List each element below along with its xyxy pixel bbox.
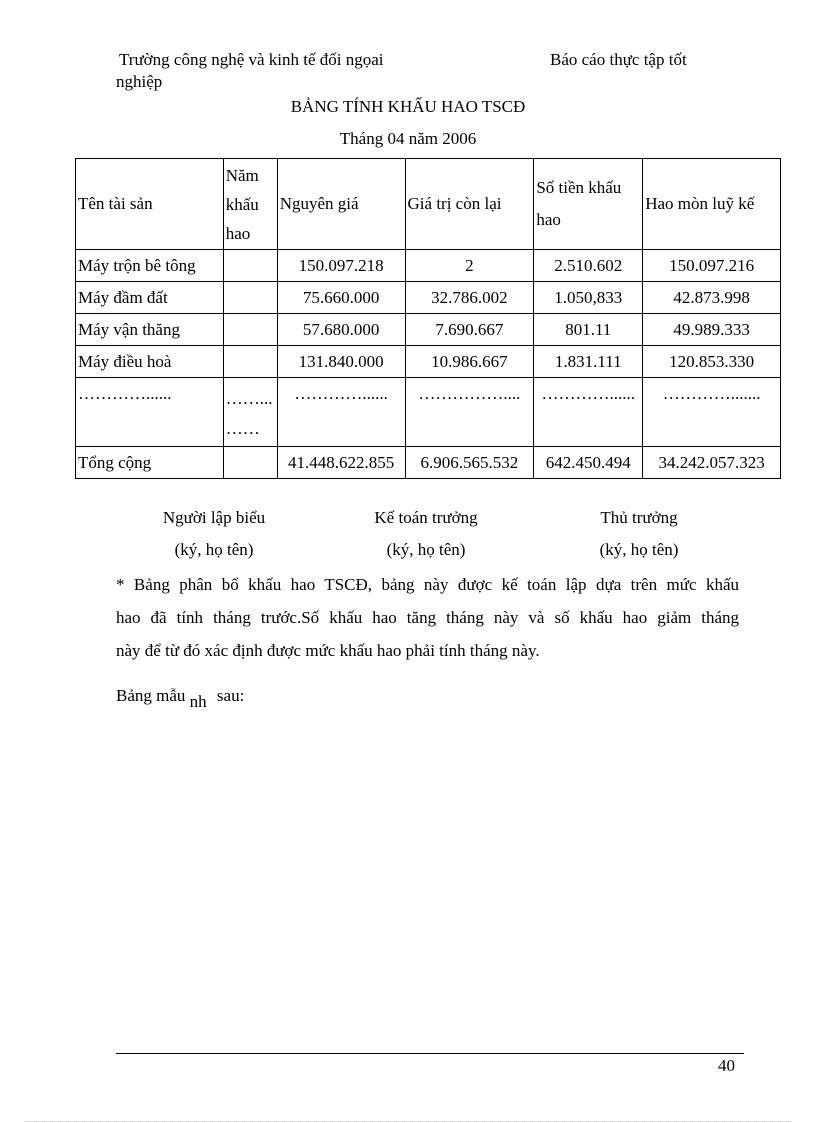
header-report: Báo cáo thực tập tốt [550, 50, 687, 69]
header-school: Trường công nghệ và kinh tế đối ngọai [119, 50, 384, 69]
cell-accum: 42.873.998 [643, 282, 781, 314]
paragraph-line: * Bảng phân bổ khấu hao TSCĐ, bảng này được kế toán lập dựa trên mức khấu [116, 575, 739, 594]
signature-preparer-note: (ký, họ tên) [174, 540, 254, 559]
cell-years [223, 314, 277, 346]
cell-original: …………...... [277, 378, 405, 447]
signature-preparer-role: Người lập biểu [162, 508, 266, 527]
cell-name: Máy trộn bê tông [76, 250, 224, 282]
total-amount: 642.450.494 [534, 447, 643, 479]
cell-original: 150.097.218 [277, 250, 405, 282]
table-ellipsis-row [76, 378, 781, 447]
cell-name: Máy điều hoà [76, 346, 224, 378]
page-number: 40 [718, 1056, 735, 1075]
sample-caption [116, 686, 245, 711]
cell-original: 131.840.000 [277, 346, 405, 378]
years-dots-line1: ……... [225, 389, 273, 408]
cell-original: 75.660.000 [277, 282, 405, 314]
cell-remaining: 10.986.667 [405, 346, 534, 378]
years-dots-line2: …… [225, 419, 260, 438]
total-remaining: 6.906.565.532 [405, 447, 534, 479]
signature-head-note: (ký, họ tên) [599, 540, 679, 559]
table-header-row [76, 159, 781, 250]
total-accum: 34.242.057.323 [643, 447, 781, 479]
header-original-cost: Nguyên giá [277, 159, 405, 250]
cell-amount: 2.510.602 [534, 250, 643, 282]
cell-years [223, 250, 277, 282]
table-row [76, 346, 781, 378]
total-years [223, 447, 277, 479]
table-row [76, 314, 781, 346]
sample-after: sau: [216, 686, 245, 705]
cell-years [223, 346, 277, 378]
cell-amount: 1.831.111 [534, 346, 643, 378]
header-remaining-value: Giá trị còn lại [405, 159, 534, 250]
footer-rule [116, 1053, 744, 1054]
paragraph-line: này để từ đó xác định được mức khấu hao phải tính tháng này. [116, 641, 540, 660]
cell-remaining: …………….... [405, 378, 534, 447]
cell-remaining: 2 [405, 250, 534, 282]
signature-accountant-role: Kế toán trưởng [374, 508, 478, 527]
cell-name: Máy đầm đất [76, 282, 224, 314]
cell-years [223, 282, 277, 314]
signature-accountant-note: (ký, họ tên) [386, 540, 466, 559]
cell-accum: 120.853.330 [643, 346, 781, 378]
cell-name: Máy vận thăng [76, 314, 224, 346]
cell-years [223, 378, 277, 447]
cell-remaining: 7.690.667 [405, 314, 534, 346]
header-years: Năm khấu hao [223, 159, 277, 250]
header-accumulated: Hao mòn luỹ kế [643, 159, 781, 250]
cell-original: 57.680.000 [277, 314, 405, 346]
signature-head-role: Thủ trưởng [600, 508, 678, 527]
sample-sub: nh [189, 692, 207, 711]
header-depreciation-amount: Số tiền khấu hao [534, 159, 643, 250]
depreciation-table [75, 158, 781, 479]
document-title: BẢNG TÍNH KHẤU HAO TSCĐ [290, 97, 526, 116]
sample-before: Bảng mẫu [116, 686, 186, 705]
table-row [76, 250, 781, 282]
cell-accum: 49.989.333 [643, 314, 781, 346]
page-edge [25, 1121, 791, 1122]
cell-amount: 801.11 [534, 314, 643, 346]
table-total-row [76, 447, 781, 479]
total-label: Tổng cộng [76, 447, 224, 479]
cell-accum: …………....... [643, 378, 781, 447]
total-original: 41.448.622.855 [277, 447, 405, 479]
document-subtitle: Tháng 04 năm 2006 [339, 129, 477, 148]
cell-name: …………...... [76, 378, 224, 447]
cell-accum: 150.097.216 [643, 250, 781, 282]
cell-amount: 1.050,833 [534, 282, 643, 314]
cell-amount: …………...... [534, 378, 643, 447]
paragraph-line: hao đã tính tháng trước.Số khấu hao tăng tháng này và số khấu hao giảm tháng [116, 608, 739, 627]
table-row [76, 282, 781, 314]
cell-remaining: 32.786.002 [405, 282, 534, 314]
header-asset-name: Tên tài sản [76, 159, 224, 250]
header-school-cont: nghiệp [116, 72, 163, 91]
explanation-paragraph [116, 568, 739, 667]
